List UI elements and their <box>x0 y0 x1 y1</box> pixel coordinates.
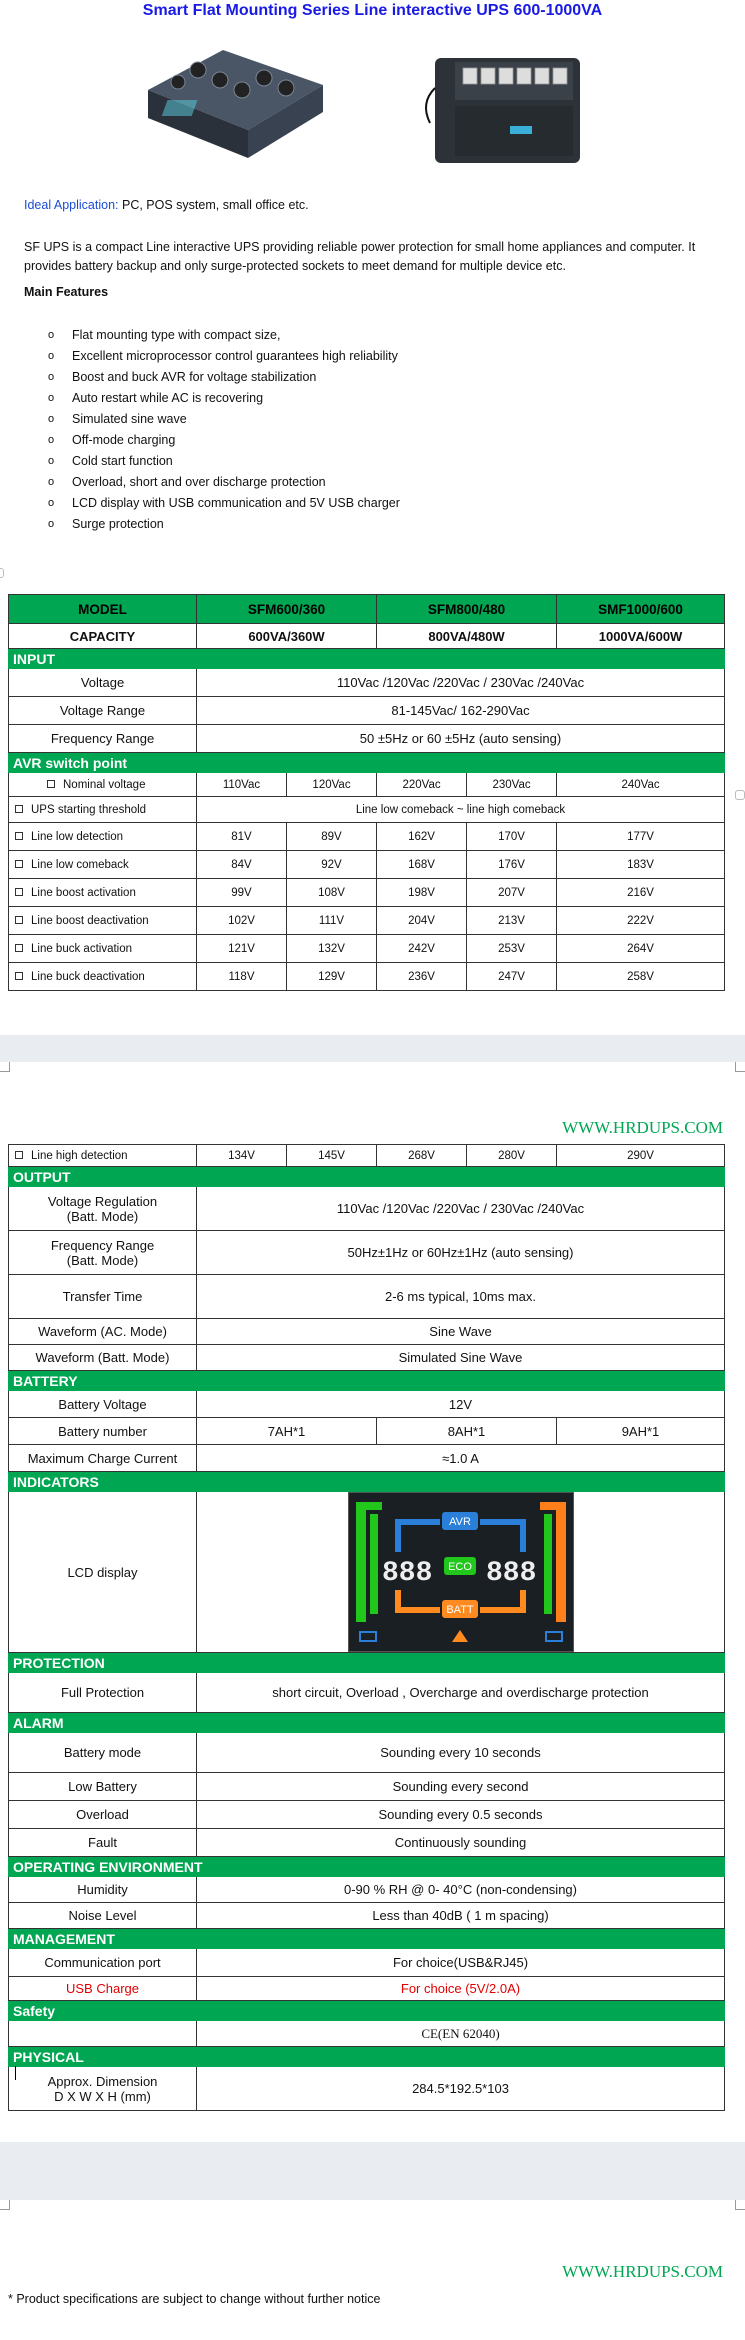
table-row <box>9 1187 725 1231</box>
comm-value: For choice(USB&RJ45) <box>197 1949 725 1977</box>
transfer-label: Transfer Time <box>9 1275 197 1319</box>
usb-charge-label: USB Charge <box>9 1977 197 2001</box>
batt-voltage-value: 12V <box>197 1391 725 1418</box>
list-item: o LCD display with USB communication and 5V USB charger <box>48 493 648 514</box>
list-item: o Overload, short and over discharge protection <box>48 472 648 493</box>
table-row <box>9 1949 725 1977</box>
row-label: Line low comeback <box>31 858 129 871</box>
lcd-label: LCD display <box>9 1492 197 1653</box>
model-3: SMF1000/600 <box>557 595 725 624</box>
table-row <box>9 773 725 797</box>
website-link[interactable]: WWW.HRDUPS.COM <box>562 2262 723 2281</box>
usb-charge-value: For choice (5V/2.0A) <box>197 1977 725 2001</box>
lcd-batt-label: BATT <box>445 1604 474 1616</box>
description: SF UPS is a compact Line interactive UPS providing reliable power protection for small home appliances and computer. It provides battery backup and only surge-protected sockets to meet demand for multiple device etc. <box>24 240 696 273</box>
safety-value: CE(EN 62040) <box>197 2021 725 2047</box>
freq-label: Frequency Range (Batt. Mode) <box>9 1231 197 1275</box>
noise-value: Less than 40dB ( 1 m spacing) <box>197 1903 725 1929</box>
table-add-icon[interactable] <box>735 790 745 800</box>
row-label: Line boost deactivation <box>31 914 149 927</box>
spec-table-1 <box>8 594 725 991</box>
max-charge-value: ≈1.0 A <box>197 1445 725 1472</box>
batt-number-label: Battery number <box>9 1418 197 1445</box>
table-row: Line boost activation 99V 108V 198V 207V 216V <box>9 879 725 907</box>
section-battery: BATTERY <box>9 1371 725 1391</box>
table-row <box>9 1673 725 1713</box>
voltage-value: 110Vac /120Vac /220Vac / 230Vac /240Vac <box>197 669 725 697</box>
page-gap <box>0 2142 745 2200</box>
checkbox-icon <box>15 860 23 868</box>
full-prot-value: short circuit, Overload , Overcharge and overdischarge protection <box>197 1673 725 1713</box>
table-row <box>9 1319 725 1345</box>
lcd-display-image <box>348 1492 574 1652</box>
row-label: Line high detection <box>31 1149 128 1162</box>
list-item: o Simulated sine wave <box>48 409 648 430</box>
checkbox-icon <box>15 888 23 896</box>
row-label: Line buck activation <box>31 942 133 955</box>
footnote: * Product specifications are subject to change without further notice <box>8 2292 381 2306</box>
table-row <box>9 2067 725 2111</box>
table-row: Line buck activation 121V 132V 242V 253V 264V <box>9 935 725 963</box>
nominal-230: 230Vac <box>467 773 557 797</box>
list-item: o Auto restart while AC is recovering <box>48 388 648 409</box>
table-row <box>9 2021 725 2047</box>
transfer-value: 2-6 ms typical, 10ms max. <box>197 1275 725 1319</box>
lcd-eco-label: ECO <box>447 1561 472 1573</box>
voltage-range-label: Voltage Range <box>9 697 197 725</box>
volt-reg-label: Voltage Regulation (Batt. Mode) <box>9 1187 197 1231</box>
table-row: Line high detection 134V 145V 268V 280V 290V <box>9 1145 725 1167</box>
dimension-label: Approx. Dimension D X W X H (mm) <box>9 2067 197 2111</box>
table-row <box>9 624 725 649</box>
checkbox-icon <box>15 972 23 980</box>
wave-batt-label: Waveform (Batt. Mode) <box>9 1345 197 1371</box>
table-row <box>9 725 725 753</box>
row-label: Line buck deactivation <box>31 970 145 983</box>
ups-upright-image <box>415 48 590 178</box>
nominal-110: 110Vac <box>197 773 287 797</box>
corner-mark <box>0 1062 10 1072</box>
ups-flat-image <box>138 30 328 165</box>
humidity-value: 0-90 % RH @ 0- 40°C (non-condensing) <box>197 1877 725 1903</box>
humidity-label: Humidity <box>9 1877 197 1903</box>
section-alarm: ALARM <box>9 1713 725 1733</box>
table-row: Low Battery Sounding every second <box>9 1773 725 1801</box>
table-row <box>9 1445 725 1472</box>
list-item: o Surge protection <box>48 514 648 535</box>
table-row: Line low comeback 84V 92V 168V 176V 183V <box>9 851 725 879</box>
checkbox-icon <box>15 916 23 924</box>
table-row <box>9 669 725 697</box>
volt-reg-value: 110Vac /120Vac /220Vac / 230Vac /240Vac <box>197 1187 725 1231</box>
checkbox-icon <box>15 832 23 840</box>
freq-range-value: 50 ±5Hz or 60 ±5Hz (auto sensing) <box>197 725 725 753</box>
nominal-220: 220Vac <box>377 773 467 797</box>
section-management: MANAGEMENT <box>9 1929 725 1949</box>
table-row: Line boost deactivation 102V 111V 204V 213V 222V <box>9 907 725 935</box>
row-label: Line boost activation <box>31 886 136 899</box>
page-3 <box>0 2200 745 2340</box>
voltage-range-value: 81-145Vac/ 162-290Vac <box>197 697 725 725</box>
table-row: Line buck deactivation 118V 129V 236V 247V 258V <box>9 963 725 991</box>
wave-ac-label: Waveform (AC. Mode) <box>9 1319 197 1345</box>
table-row: Line low detection 81V 89V 162V 170V 177V <box>9 823 725 851</box>
section-output: OUTPUT <box>9 1167 725 1187</box>
feature-list <box>48 325 648 535</box>
row-label: Line low detection <box>31 830 124 843</box>
table-row <box>9 797 725 823</box>
table-row <box>9 1345 725 1371</box>
table-row: Battery mode Sounding every 10 seconds <box>9 1733 725 1773</box>
table-row <box>9 1977 725 2001</box>
section-indicators: INDICATORS <box>9 1472 725 1492</box>
capacity-1: 600VA/360W <box>197 624 377 649</box>
table-row <box>9 1391 725 1418</box>
list-item: o Excellent microprocessor control guarantees high reliability <box>48 346 648 367</box>
model-1: SFM600/360 <box>197 595 377 624</box>
table-row <box>9 595 725 624</box>
table-row <box>9 697 725 725</box>
text-cursor <box>15 2066 16 2080</box>
checkbox-icon <box>15 944 23 952</box>
table-row <box>9 1903 725 1929</box>
ideal-application-label: Ideal Application: <box>24 198 119 212</box>
checkbox-icon <box>15 1151 23 1159</box>
wave-ac-value: Sine Wave <box>197 1319 725 1345</box>
threshold-value: Line low comeback ~ line high comeback <box>197 797 725 823</box>
section-safety: Safety <box>9 2001 725 2021</box>
noise-label: Noise Level <box>9 1903 197 1929</box>
checkbox-icon <box>47 780 55 788</box>
model-label: MODEL <box>9 595 197 624</box>
page-2 <box>0 1062 745 2142</box>
table-row: Fault Continuously sounding <box>9 1829 725 1857</box>
lcd-cell <box>197 1492 725 1653</box>
capacity-label: CAPACITY <box>9 624 197 649</box>
list-item: o Off-mode charging <box>48 430 648 451</box>
website-link[interactable]: WWW.HRDUPS.COM <box>562 1118 723 1137</box>
corner-mark <box>735 1062 745 1072</box>
threshold-label: UPS starting threshold <box>9 797 197 823</box>
page-gap <box>0 1035 745 1062</box>
max-charge-label: Maximum Charge Current <box>9 1445 197 1472</box>
nominal-240: 240Vac <box>557 773 725 797</box>
lcd-avr-label: AVR <box>448 1516 471 1528</box>
table-row <box>9 1275 725 1319</box>
nominal-120: 120Vac <box>287 773 377 797</box>
voltage-label: Voltage <box>9 669 197 697</box>
list-item: o Cold start function <box>48 451 648 472</box>
section-protection: PROTECTION <box>9 1653 725 1673</box>
dimension-value: 284.5*192.5*103 <box>197 2067 725 2111</box>
table-row: Battery number 7AH*1 8AH*1 9AH*1 <box>9 1418 725 1445</box>
freq-value: 50Hz±1Hz or 60Hz±1Hz (auto sensing) <box>197 1231 725 1275</box>
corner-mark <box>735 2200 745 2210</box>
comm-label: Communication port <box>9 1949 197 1977</box>
nominal-label: Nominal voltage <box>9 773 197 797</box>
section-environment: OPERATING ENVIRONMENT <box>9 1857 725 1877</box>
capacity-2: 800VA/480W <box>377 624 557 649</box>
section-input: INPUT <box>9 649 725 669</box>
full-prot-label: Full Protection <box>9 1673 197 1713</box>
model-2: SFM800/480 <box>377 595 557 624</box>
lcd-input-digits: 888 <box>381 1558 432 1589</box>
table-row: Overload Sounding every 0.5 seconds <box>9 1801 725 1829</box>
table-row <box>9 1231 725 1275</box>
ideal-application-value: PC, POS system, small office etc. <box>118 198 309 212</box>
section-physical: PHYSICAL <box>9 2047 725 2067</box>
features-heading: Main Features <box>24 285 109 299</box>
spec-table-2 <box>8 1144 725 2111</box>
batt-voltage-label: Battery Voltage <box>9 1391 197 1418</box>
lcd-output-digits: 888 <box>485 1558 536 1589</box>
freq-range-label: Frequency Range <box>9 725 197 753</box>
capacity-3: 1000VA/600W <box>557 624 725 649</box>
page-anchor-icon <box>0 568 4 578</box>
list-item: o Flat mounting type with compact size, <box>48 325 648 346</box>
list-item: o Boost and buck AVR for voltage stabilization <box>48 367 648 388</box>
ideal-application <box>24 196 724 215</box>
table-row <box>9 1877 725 1903</box>
section-avr: AVR switch point <box>9 753 725 773</box>
table-row <box>9 1492 725 1653</box>
checkbox-icon <box>15 805 23 813</box>
page-1 <box>0 0 745 1035</box>
wave-batt-value: Simulated Sine Wave <box>197 1345 725 1371</box>
page-title: Smart Flat Mounting Series Line interactive UPS 600-1000VA <box>142 2 603 19</box>
corner-mark <box>0 2200 10 2210</box>
